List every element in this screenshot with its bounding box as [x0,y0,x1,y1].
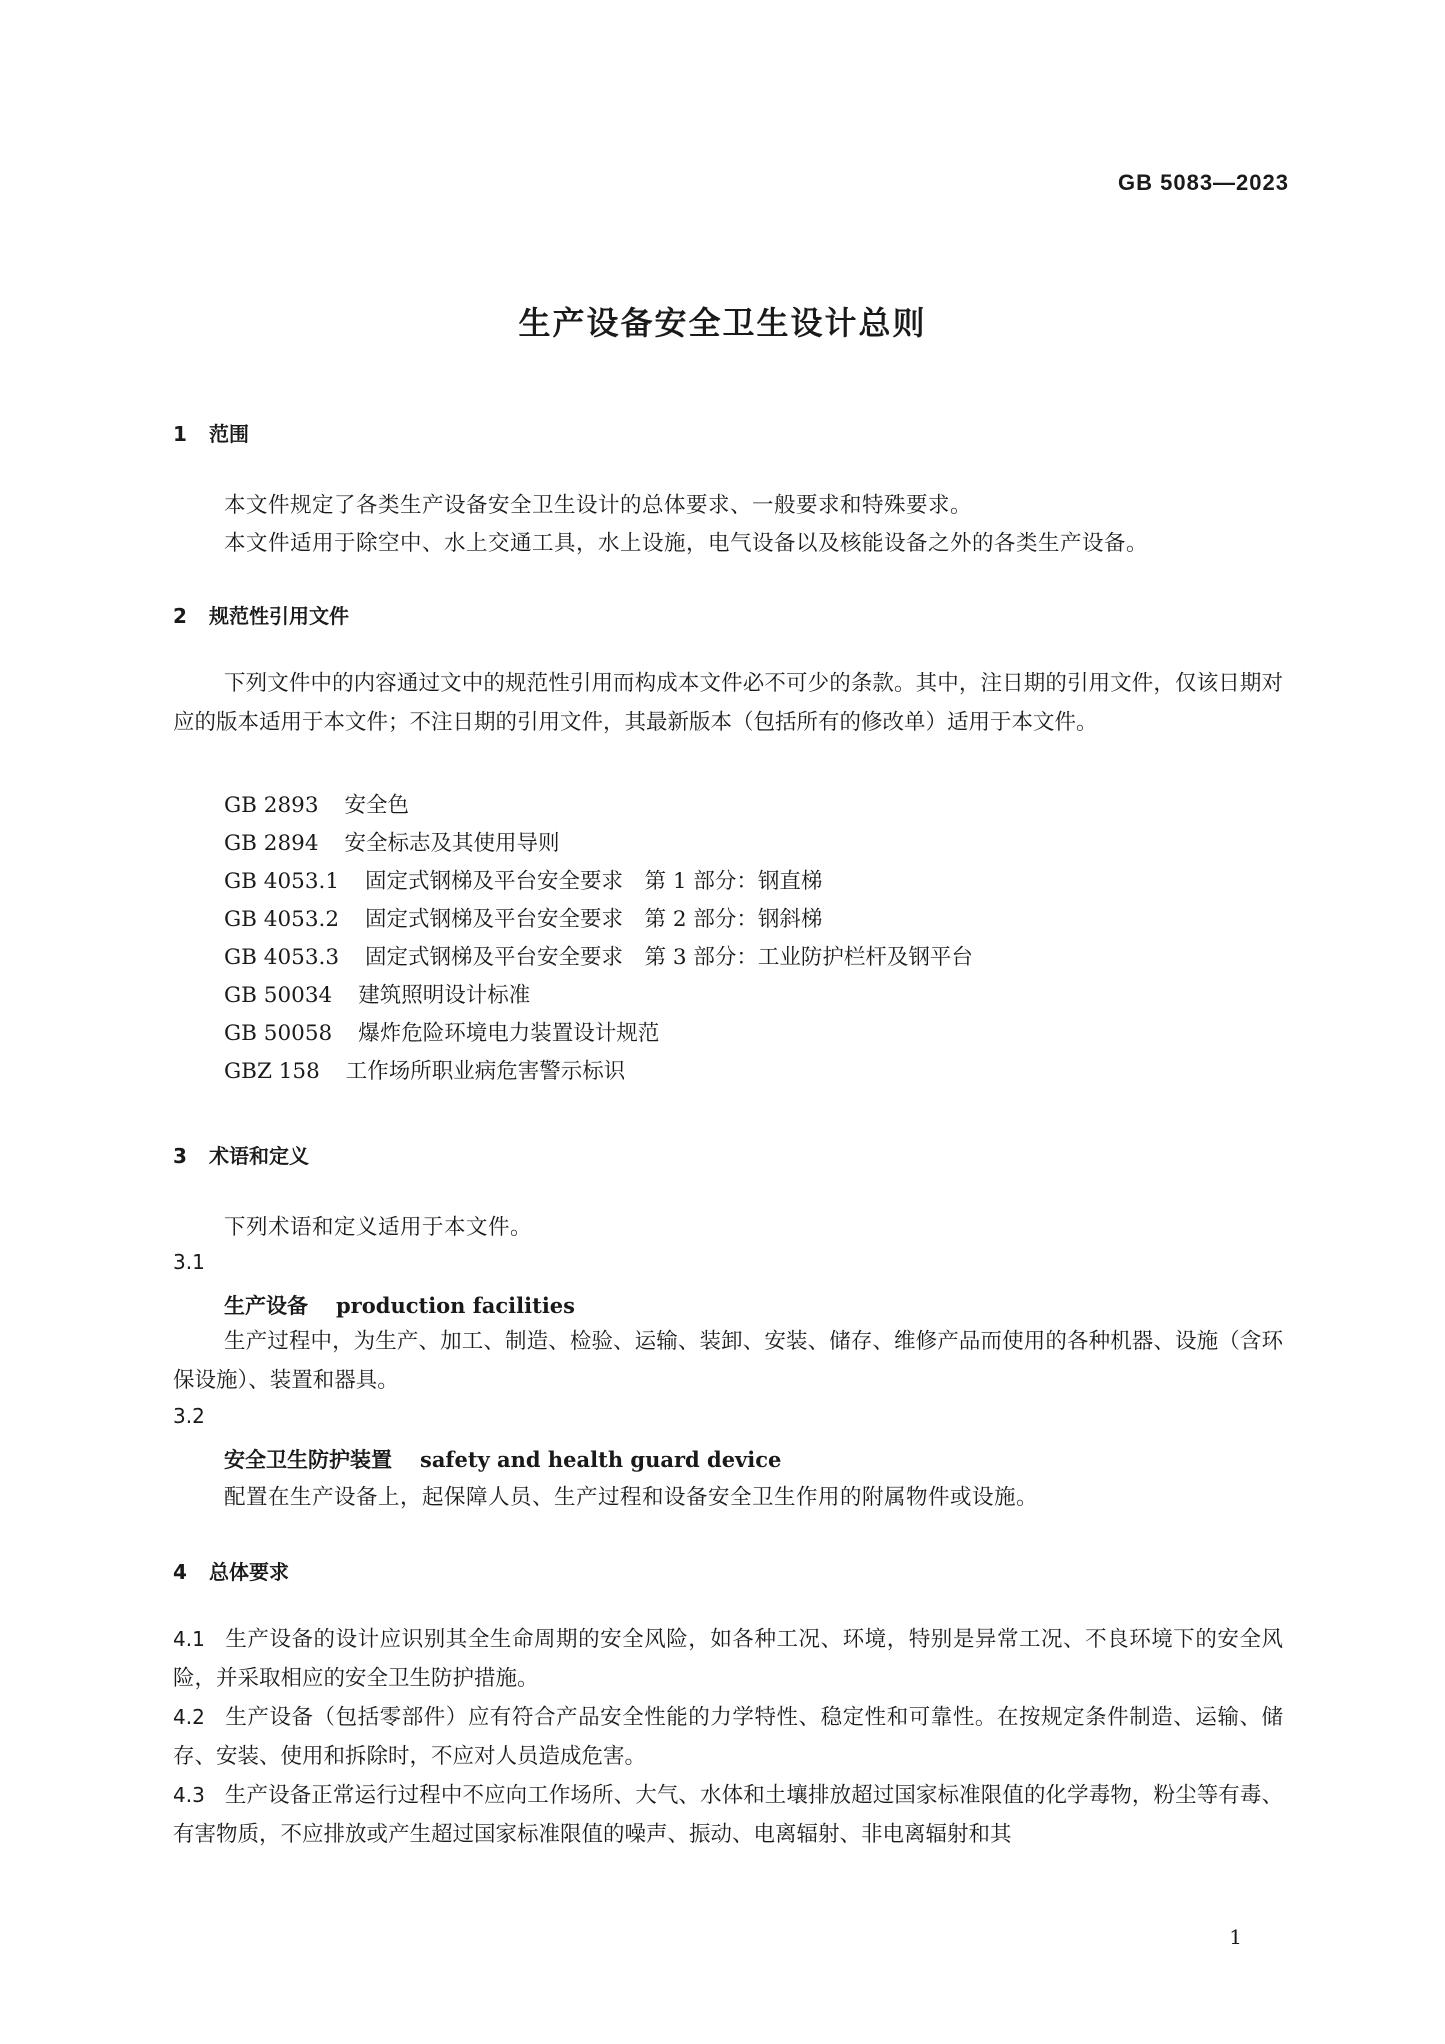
document-code: GB 5083—2023 [1118,170,1289,195]
scope-paragraph-2: 本文件适用于除空中、水上交通工具，水上设施，电气设备以及核能设备之外的各类生产设备。 [224,531,1149,556]
references-intro: 下列文件中的内容通过文中的规范性引用而构成本文件必不可少的条款。其中，注日期的引用文件，仅该日期对应的版本适用于本文件；不注日期的引用文件，其最新版本（包括所有的修改单）适用于本文件。 [173,671,1283,735]
section-title: 总体要求 [209,1560,289,1584]
term-definition: 配置在生产设备上，起保障人员、生产过程和设备安全卫生作用的附属物件或设施。 [224,1485,1039,1510]
section-3-heading [173,1140,309,1169]
reference-name: 爆炸危险环境电力装置设计规范 [358,1021,660,1046]
clause-4-1 [173,1620,1283,1698]
clause-text: 生产设备的设计应识别其全生命周期的安全风险，如各种工况、环境，特别是异常工况、不良环境下的安全风险，并采取相应的安全卫生防护措施。 [173,1627,1283,1691]
section-title: 范围 [209,422,249,446]
reference-code: GBZ 158 [224,1059,320,1084]
term-english: production facilities [336,1293,575,1318]
reference-name: 工作场所职业病危害警示标识 [345,1059,626,1084]
reference-name: 安全色 [344,793,410,818]
clause-text: 生产设备正常运行过程中不应向工作场所、大气、水体和土壤排放超过国家标准限值的化学毒物，粉尘等有毒、有害物质，不应排放或产生超过国家标准限值的噪声、振动、电离辐射、非电离辐射和其 [173,1783,1283,1847]
section-number: 3 [173,1144,187,1168]
scope-paragraph-1: 本文件规定了各类生产设备安全卫生设计的总体要求、一般要求和特殊要求。 [224,493,973,518]
clause-number: 4.2 [173,1705,205,1729]
section-2-heading [173,600,349,629]
reference-name: 建筑照明设计标准 [358,983,531,1008]
reference-item [224,902,822,933]
reference-item [224,864,822,895]
terms-intro: 下列术语和定义适用于本文件。 [224,1215,533,1240]
clause-4-3 [173,1776,1283,1854]
section-title: 规范性引用文件 [209,604,349,628]
reference-item [224,826,560,857]
clause-4-2 [173,1698,1283,1776]
clause-text: 生产设备（包括零部件）应有符合产品安全性能的力学特性、稳定性和可靠性。在按规定条件制造、运输、储存、安装、使用和拆除时，不应对人员造成危害。 [173,1705,1283,1769]
reference-name: 固定式钢梯及平台安全要求 第 2 部分：钢斜梯 [365,907,823,932]
term-english: safety and health guard device [420,1447,782,1472]
term-number: 3.1 [173,1250,205,1274]
reference-name: 固定式钢梯及平台安全要求 第 1 部分：钢直梯 [365,869,823,894]
document-title: 生产设备安全卫生设计总则 [518,304,927,342]
section-number: 1 [173,422,187,446]
term-chinese: 生产设备 [224,1294,308,1318]
reference-code: GB 50034 [224,983,333,1008]
reference-code: GB 4053.2 [224,907,340,932]
reference-item [224,788,409,819]
reference-code: GB 4053.3 [224,945,340,970]
reference-item [224,1054,625,1085]
reference-item [224,940,973,971]
section-title: 术语和定义 [209,1144,309,1168]
reference-code: GB 2893 [224,793,319,818]
page-number: 1 [1229,1925,1242,1949]
reference-name: 安全标志及其使用导则 [344,831,560,856]
reference-code: GB 2894 [224,831,319,856]
section-1-heading [173,418,249,447]
term-heading [224,1444,781,1474]
reference-code: GB 4053.1 [224,869,340,894]
term-heading [224,1290,575,1320]
reference-code: GB 50058 [224,1021,333,1046]
reference-item [224,978,530,1009]
reference-item [224,1016,659,1047]
clause-number: 4.1 [173,1627,205,1651]
section-4-heading [173,1556,289,1585]
term-chinese: 安全卫生防护装置 [224,1448,392,1472]
term-definition: 生产过程中，为生产、加工、制造、检验、运输、装卸、安装、储存、维修产品而使用的各种机器、设施（含环保设施）、装置和器具。 [173,1329,1283,1393]
section-number: 2 [173,604,187,628]
section-number: 4 [173,1560,187,1584]
reference-name: 固定式钢梯及平台安全要求 第 3 部分：工业防护栏杆及钢平台 [365,945,973,970]
term-number: 3.2 [173,1404,205,1428]
clause-number: 4.3 [173,1783,205,1807]
